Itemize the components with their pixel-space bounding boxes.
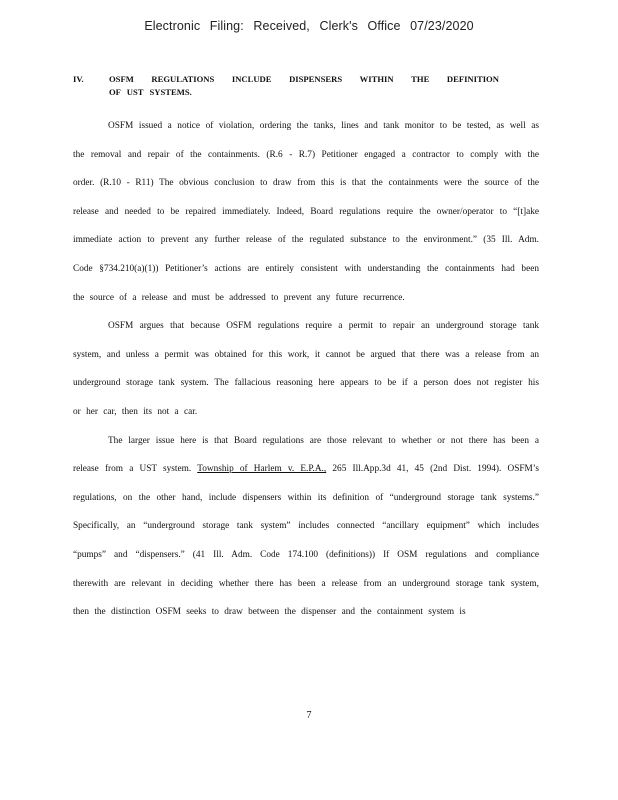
paragraph-1: OSFM issued a notice of violation, ordering the tanks, lines and tank monitor to be tested, as well as the removal and repair of the containments. (R.6 - R.7) Petitioner engaged a contractor to comply with the order. (R.10 - R11) The obvious conclusion to draw from this is that the containments were the source of the release and needed to be repaired immediately. Indeed, Board regulations require the owner/operator to “[t]ake immediate action to prevent any further release of the regulated substance to the environment.” (35 Ill. Adm. Code §734.210(a)(1)) Petitioner’s actions are entirely consistent with understanding the containments had been the source of a release and must be addressed to prevent any future recurrence. bbox=[73, 121, 539, 303]
section-heading-text bbox=[109, 73, 539, 99]
case-citation: Township of Harlem v. E.P.A., bbox=[197, 464, 327, 475]
heading-word: INCLUDE bbox=[231, 74, 272, 84]
heading-word: REGULATIONS bbox=[151, 74, 215, 84]
paragraph-3 bbox=[73, 427, 539, 627]
heading-word: WITHIN bbox=[359, 74, 394, 84]
heading-word: DEFINITION bbox=[446, 74, 499, 84]
filing-stamp-header: Electronic Filing: Received, Clerk's Office 07/23/2020 bbox=[144, 19, 474, 33]
heading-word: OSFM bbox=[109, 74, 134, 84]
section-heading-line-1 bbox=[109, 73, 499, 86]
document-body bbox=[73, 112, 539, 627]
heading-word: DISPENSERS bbox=[289, 74, 343, 84]
heading-word: THE bbox=[411, 74, 430, 84]
page-number: 7 bbox=[306, 710, 312, 721]
section-number: IV. bbox=[73, 74, 84, 84]
paragraph-2: OSFM argues that because OSFM regulations require a permit to repair an underground storage tank system, and unless a permit was obtained for this work, it cannot be argued that there was a release from an underground storage tank system. The fallacious reasoning here appears to be if a person does not register his or her car, then its not a car. bbox=[73, 321, 539, 417]
paragraph-3-rest: 265 Ill.App.3d 41, 45 (2nd Dist. 1994). OSFM’s regulations, on the other hand, include dispensers within its definition of “underground storage tank systems.” Specifically, an “underground storage tank system” includes connected “ancillary equipment” which includes “pumps” and “dispensers.” (41 Ill. Adm. Code 174.100 (definitions)) If OSM regulations and compliance therewith are relevant in deciding whether there has been a release from an underground storage tank system, then the distinction OSFM seeks to draw between the dispenser and the containment system is bbox=[73, 464, 540, 618]
paragraph-3-intro: The larger issue here is that Board regulations are those relevant to whether or not there has been a release from a UST system. bbox=[73, 435, 539, 475]
section-heading-line-2: OF UST SYSTEMS. bbox=[109, 87, 192, 97]
